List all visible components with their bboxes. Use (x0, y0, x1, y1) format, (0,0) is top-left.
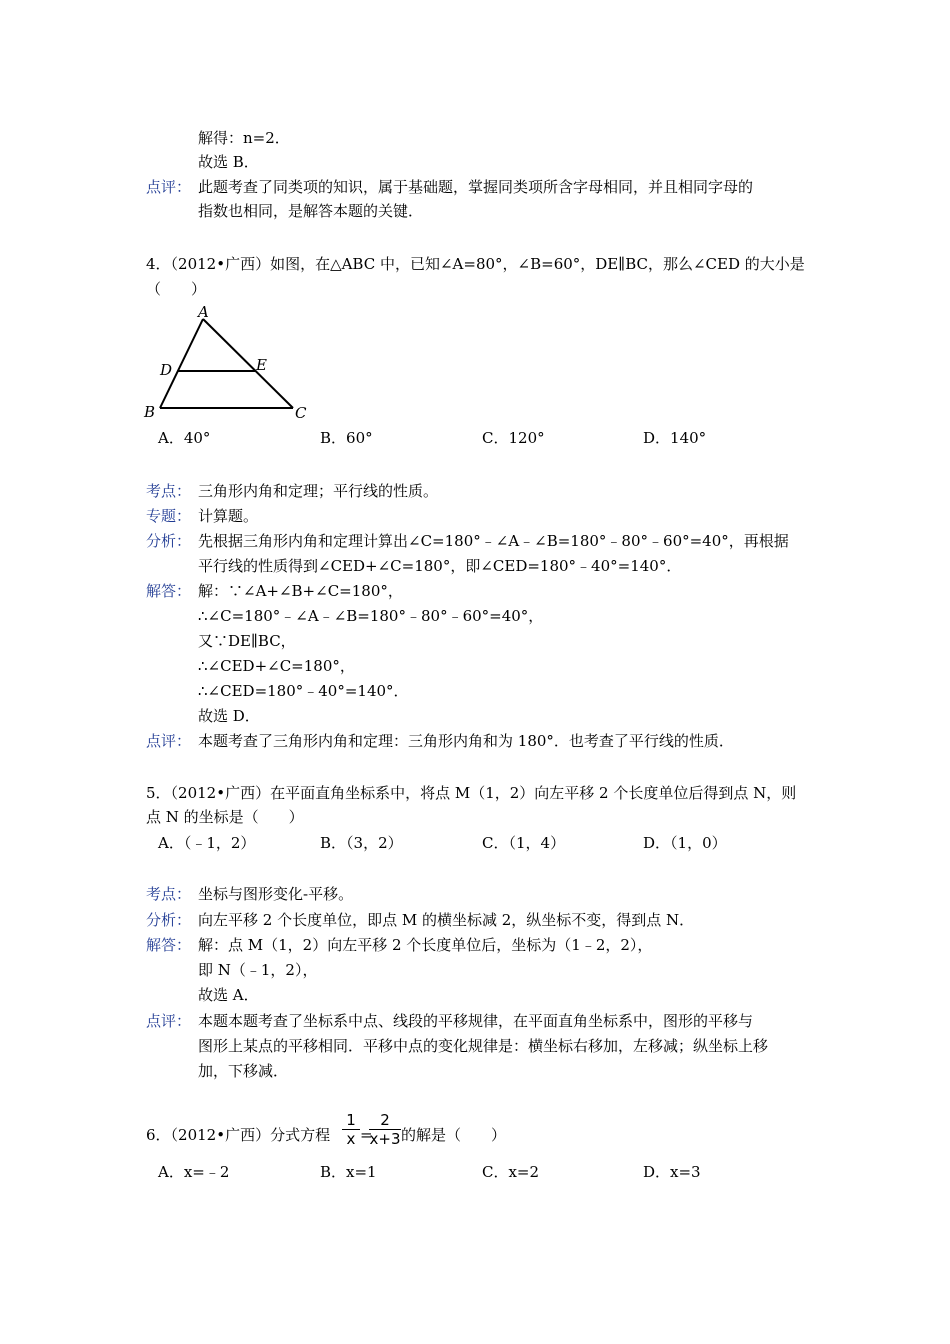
q6-option-d[interactable]: D．x=3 (643, 1163, 701, 1181)
q4-jieda-line: 解：∵∠A+∠B+∠C=180°， (198, 582, 403, 600)
q4-option-d[interactable]: D．140° (643, 429, 707, 447)
q6-stem-post: 的解是（ ） (401, 1126, 507, 1144)
q5-option-a[interactable]: A．（﹣1，2） (158, 834, 256, 852)
q4-jieda-label: 解答： (146, 582, 192, 600)
q6-option-a[interactable]: A．x=﹣2 (158, 1163, 230, 1181)
q5-option-b[interactable]: B．（3，2） (320, 834, 403, 852)
vertex-label-e: E (256, 356, 267, 374)
q4-jieda-line: 故选 D． (198, 707, 260, 725)
q5-kaodian: 坐标与图形变化-平移。 (198, 885, 354, 903)
q4-option-c[interactable]: C．120° (482, 429, 545, 447)
vertex-label-d: D (160, 361, 173, 379)
q6-equals: = (360, 1126, 373, 1144)
q5-option-c[interactable]: C．（1，4） (482, 834, 566, 852)
q4-fenxi-label: 分析： (146, 532, 192, 550)
q4-jieda-line: 又∵DE∥BC， (198, 632, 296, 650)
q6-rhs-denominator: x+3 (369, 1130, 401, 1148)
side-ac (203, 319, 293, 408)
q4-jieda-line: ∴∠CED=180°﹣40°=140°． (198, 682, 409, 700)
q4-dianping-label: 点评： (146, 732, 192, 750)
q5-dianping: 图形上某点的平移相同．平移中点的变化规律是：横坐标右移加，左移减；纵坐标上移 (198, 1037, 769, 1055)
triangle-figure (140, 302, 320, 422)
q4-kaodian-label: 考点： (146, 482, 192, 500)
q4-jieda-line: ∴∠CED+∠C=180°， (198, 657, 355, 675)
q4-stem-paren: （ ） (146, 280, 207, 298)
q6-lhs-numerator: 1 (346, 1111, 356, 1129)
q4-option-a[interactable]: A．40° (158, 429, 211, 447)
q5-kaodian-label: 考点： (146, 885, 192, 903)
q5-stem: 点 N 的坐标是（ ） (146, 808, 304, 826)
q5-jieda-label: 解答： (146, 936, 192, 954)
q5-dianping: 加，下移减． (198, 1062, 289, 1080)
q6-lhs-denominator: x (346, 1130, 356, 1148)
q5-dianping-label: 点评： (146, 1012, 192, 1030)
q5-jieda-line: 即 N（﹣1，2）， (198, 961, 318, 979)
q5-jieda-line: 故选 A． (198, 986, 259, 1004)
q4-stem: 4．（2012•广西）如图，在△ABC 中，已知∠A=80°，∠B=60°，DE∥BC，那么∠CED 的大小是 (146, 255, 805, 273)
prev-answer-line: 故选 B． (198, 153, 259, 171)
vertex-label-c: C (295, 404, 307, 422)
q4-option-b[interactable]: B．60° (320, 429, 373, 447)
q4-jieda-line: ∴∠C=180°﹣∠A﹣∠B=180°﹣80°﹣60°=40°， (198, 607, 544, 625)
comment-text: 指数也相同，是解答本题的关键． (198, 202, 424, 220)
q5-option-d[interactable]: D．（1，0） (643, 834, 727, 852)
q6-option-b[interactable]: B．x=1 (320, 1163, 377, 1181)
q4-zhuanti: 计算题。 (198, 507, 259, 525)
comment-text: 此题考查了同类项的知识，属于基础题，掌握同类项所含字母相同，并且相同字母的 (198, 178, 754, 196)
q6-stem-pre: 6．（2012•广西）分式方程 (146, 1126, 331, 1144)
q4-dianping: 本题考查了三角形内角和定理：三角形内角和为 180°．也考查了平行线的性质． (198, 732, 734, 750)
q6-fraction-lhs (342, 1112, 360, 1147)
q5-stem: 5．（2012•广西）在平面直角坐标系中，将点 M（1，2）向左平移 2 个长度单位后得到点 N，则 (146, 784, 797, 802)
q4-zhuanti-label: 专题： (146, 507, 192, 525)
q4-fenxi: 平行线的性质得到∠CED+∠C=180°，即∠CED=180°﹣40°=140°． (198, 557, 682, 575)
q4-kaodian: 三角形内角和定理；平行线的性质。 (198, 482, 439, 500)
vertex-label-b: B (144, 403, 156, 421)
q5-fenxi: 向左平移 2 个长度单位，即点 M 的横坐标减 2，纵坐标不变，得到点 N． (198, 911, 695, 929)
q5-jieda-line: 解：点 M（1，2）向左平移 2 个长度单位后，坐标为（1﹣2，2）， (198, 936, 653, 954)
prev-solution-line: 解得：n=2． (198, 129, 290, 147)
comment-label: 点评： (146, 178, 192, 196)
q5-dianping: 本题本题考查了坐标系中点、线段的平移规律，在平面直角坐标系中，图形的平移与 (198, 1012, 754, 1030)
vertex-label-a: A (198, 303, 209, 321)
q4-fenxi: 先根据三角形内角和定理计算出∠C=180°﹣∠A﹣∠B=180°﹣80°﹣60°=40°，再根据 (198, 532, 789, 550)
q6-rhs-numerator: 2 (380, 1111, 390, 1129)
q6-fraction-rhs (369, 1112, 401, 1147)
q6-option-c[interactable]: C．x=2 (482, 1163, 540, 1181)
q5-fenxi-label: 分析： (146, 911, 192, 929)
